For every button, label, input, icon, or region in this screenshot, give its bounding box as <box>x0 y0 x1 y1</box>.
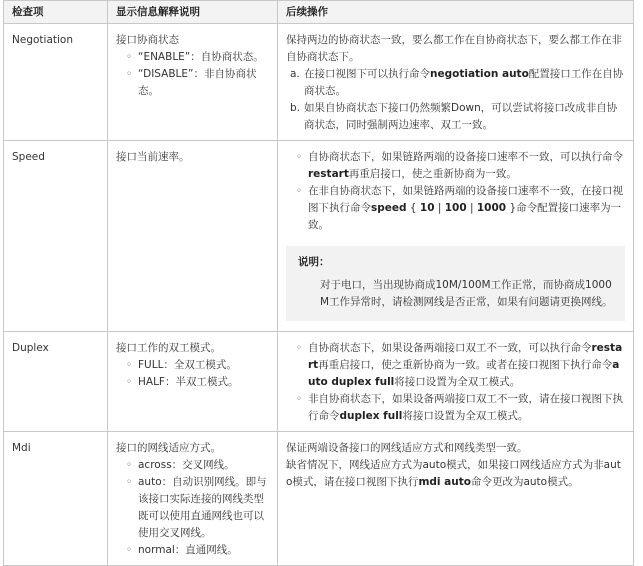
step-text: 在非自协商状态下，如果链路两端的设备接口速率不一致，在接口视图下执行命令 <box>308 185 623 214</box>
description-list <box>116 357 269 391</box>
description-list <box>116 49 269 100</box>
list-item: ◦ “DISABLE”：非自协商状态。 <box>126 66 269 100</box>
description-cell <box>108 432 278 566</box>
action-list <box>286 149 625 234</box>
list-item: ◦ HALF：半双工模式。 <box>126 374 269 391</box>
action-paragraph: 保证两端设备接口的网线适应方式和网线类型一致。 <box>286 442 528 454</box>
list-item: ◦ FULL：全双工模式。 <box>126 357 269 374</box>
table-row-duplex <box>4 332 634 432</box>
command-text: negotiation auto <box>430 68 529 80</box>
step-text: 自协商状态下，如果设备两端接口双工不一致，可以执行命令 <box>308 342 592 354</box>
action-cell <box>278 24 634 141</box>
list-item <box>296 149 625 183</box>
step-marker: b. <box>290 102 301 114</box>
list-item: ◦ across：交叉网线。 <box>126 457 269 474</box>
step-marker: a. <box>290 68 300 80</box>
command-text: speed <box>371 202 407 214</box>
action-cell <box>278 432 634 566</box>
description-cell <box>108 332 278 432</box>
step-text: 命令更改为auto模式。 <box>470 476 579 488</box>
action-cell <box>278 332 634 432</box>
action-paragraph <box>286 457 625 491</box>
step-text: 将接口设置为全双工模式。 <box>402 410 529 422</box>
command-syntax: { <box>406 202 420 214</box>
action-cell <box>278 141 634 332</box>
header-follow-up: 后续操作 <box>278 1 634 24</box>
item-name: Speed <box>4 141 108 332</box>
list-item: ◦ normal：直通网线。 <box>126 542 269 559</box>
header-check-item: 检查项 <box>4 1 108 24</box>
step-text: 缺省情况下，网线适应方式为auto模式，如果接口网线适应方式为非auto模式，请在接口视图下执行 <box>286 459 621 488</box>
step-text: 再重启接口，使之重新协商为一致。或者在接口视图下执行命令 <box>318 359 613 371</box>
step-text: 配置接口工作在自协商状态。 <box>304 68 624 97</box>
command-syntax: } <box>506 202 517 214</box>
command-text: 1000 <box>476 202 507 214</box>
step-text: 再重启接口，使之重新协商为一致。 <box>348 168 517 180</box>
step-text: 如果自协商状态下接口仍然频繁Down，可以尝试将接口改成非自协商状态，同时强制两边速率、双工一致。 <box>304 102 618 131</box>
table-row-speed <box>4 141 634 332</box>
list-item: ◦ “ENABLE”：自协商状态。 <box>126 49 269 66</box>
item-name: Negotiation <box>4 24 108 141</box>
step-text: 在接口视图下可以执行命令 <box>304 68 430 80</box>
command-text: duplex full <box>339 410 403 422</box>
item-name: Duplex <box>4 332 108 432</box>
note-title: 说明： <box>298 256 330 268</box>
command-syntax: | <box>434 202 445 214</box>
action-intro: 保持两边的协商状态一致，要么都工作在自协商状态下，要么都工作在非自协商状态下。 <box>286 34 622 63</box>
action-list <box>286 340 625 425</box>
note-box <box>286 246 625 321</box>
list-item <box>296 340 625 391</box>
list-item: ◦ auto：自动识别网线。即与该接口实际连接的网线类型既可以使用直通网线也可以使用交叉网线。 <box>126 474 269 542</box>
description-intro: 接口协商状态 <box>116 34 179 46</box>
command-text: mdi auto <box>418 476 471 488</box>
command-text: restart <box>308 342 623 371</box>
description-intro: 接口当前速率。 <box>116 151 190 163</box>
step-text: 命令配置接口速率为一致。 <box>308 202 622 231</box>
command-text: auto duplex full <box>308 359 620 388</box>
list-item <box>290 100 625 134</box>
command-text: 10 <box>419 202 435 214</box>
action-steps <box>286 66 625 134</box>
table-row-negotiation <box>4 24 634 141</box>
list-item <box>296 183 625 234</box>
check-table <box>3 0 634 566</box>
command-text: 100 <box>444 202 467 214</box>
header-description: 显示信息解释说明 <box>108 1 278 24</box>
description-cell <box>108 141 278 332</box>
step-text: 非自协商状态下，如果设备两端接口双工不一致，请在接口视图下执行命令 <box>308 393 623 422</box>
table-row-mdi <box>4 432 634 566</box>
command-syntax: | <box>466 202 477 214</box>
step-text: 自协商状态下，如果链路两端的设备接口速率不一致，可以执行命令 <box>308 151 623 163</box>
description-list <box>116 457 269 559</box>
command-text: restart <box>308 168 349 180</box>
list-item <box>296 391 625 425</box>
description-cell <box>108 24 278 141</box>
description-intro: 接口工作的双工模式。 <box>116 342 221 354</box>
item-name: Mdi <box>4 432 108 566</box>
table-header-row <box>4 1 634 24</box>
note-body: 对于电口，当出现协商成10M/100M工作正常，而协商成1000M工作异常时，请检测网线是否正常，如果有问题请更换网线。 <box>320 279 613 308</box>
step-text: 将接口设置为全双工模式。 <box>394 376 521 388</box>
list-item <box>290 66 625 100</box>
description-intro: 接口的网线适应方式。 <box>116 442 221 454</box>
